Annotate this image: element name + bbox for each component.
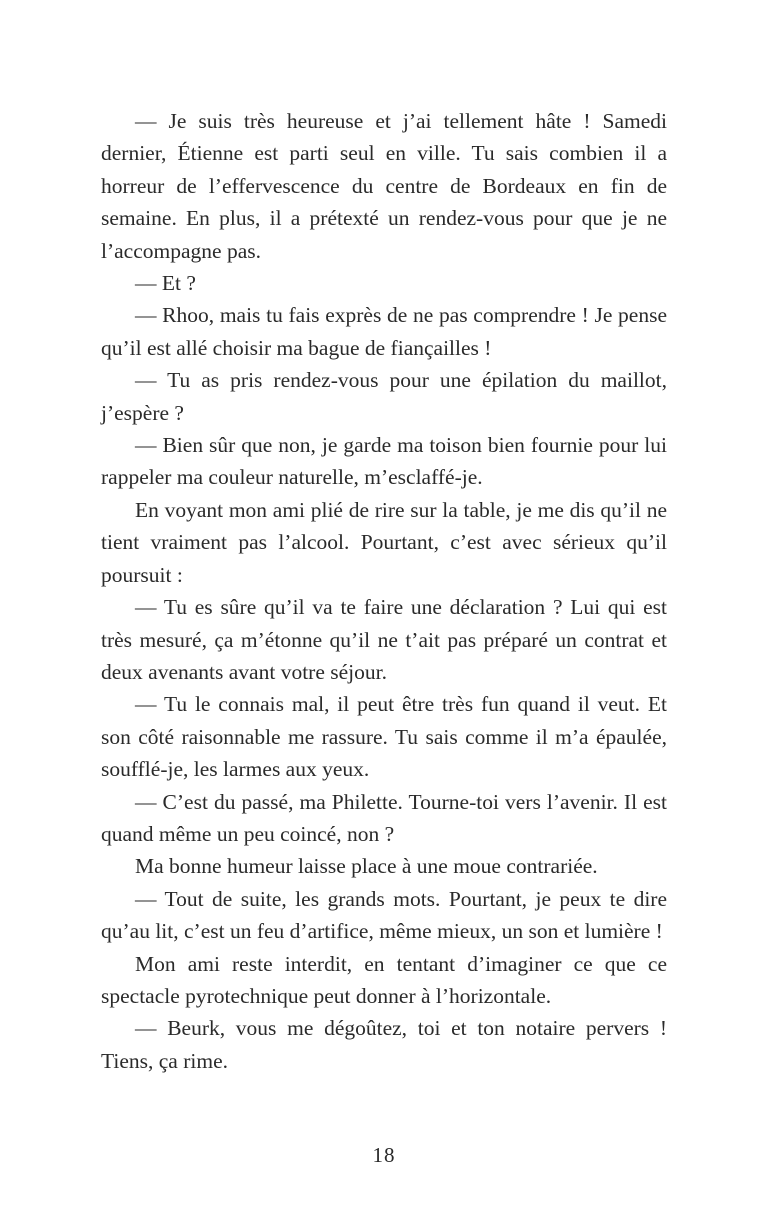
page-number: 18 (372, 1143, 396, 1167)
paragraph: Mon ami reste interdit, en tentant d’imaginer ce que ce spectacle pyrotechnique peut donner à l’horizontale. (101, 951, 667, 1008)
paragraph: — Rhoo, mais tu fais exprès de ne pas comprendre ! Je pense qu’il est allé choisir ma bague de fiançailles ! (101, 303, 667, 360)
body-text (101, 105, 667, 1077)
paragraph: — Tout de suite, les grands mots. Pourtant, je peux te dire qu’au lit, c’est un feu d’artifice, même mieux, un son et lumière ! (101, 886, 667, 944)
paragraph: Ma bonne humeur laisse place à une moue contrariée. (135, 854, 598, 879)
paragraph: — Beurk, vous me dégoûtez, toi et ton notaire pervers ! Tiens, ça rime. (101, 1016, 667, 1073)
paragraph: — Je suis très heureuse et j’ai tellement hâte ! Samedi dernier, Étienne est parti seul en ville. Tu sais combien il a horreur de l’effervescence du centre de Bordeaux en fin de semaine. En plus, il a prétexté un rendez-vous pour que je ne l’accompagne pas. (101, 109, 667, 263)
paragraph: — Bien sûr que non, je garde ma toison bien fournie pour lui rappeler ma couleur naturelle, m’esclaffé-je. (101, 433, 667, 490)
paragraph: — Tu es sûre qu’il va te faire une déclaration ? Lui qui est très mesuré, ça m’étonne qu’il ne t’ait pas préparé un contrat et deux avenants avant votre séjour. (101, 595, 667, 684)
paragraph: — Tu as pris rendez-vous pour une épilation du maillot, j’espère ? (101, 368, 667, 425)
paragraph: — Tu le connais mal, il peut être très fun quand il veut. Et son côté raisonnable me rassure. Tu sais comme il m’a épaulée, soufflé-je, les larmes aux yeux. (101, 692, 667, 782)
paragraph: En voyant mon ami plié de rire sur la table, je me dis qu’il ne tient vraiment pas l’alcool. Pourtant, c’est avec sérieux qu’il poursuit : (101, 497, 667, 587)
paragraph: — C’est du passé, ma Philette. Tourne-toi vers l’avenir. Il est quand même un peu coincé, non ? (101, 789, 667, 846)
paragraph: — Et ? (135, 271, 196, 296)
